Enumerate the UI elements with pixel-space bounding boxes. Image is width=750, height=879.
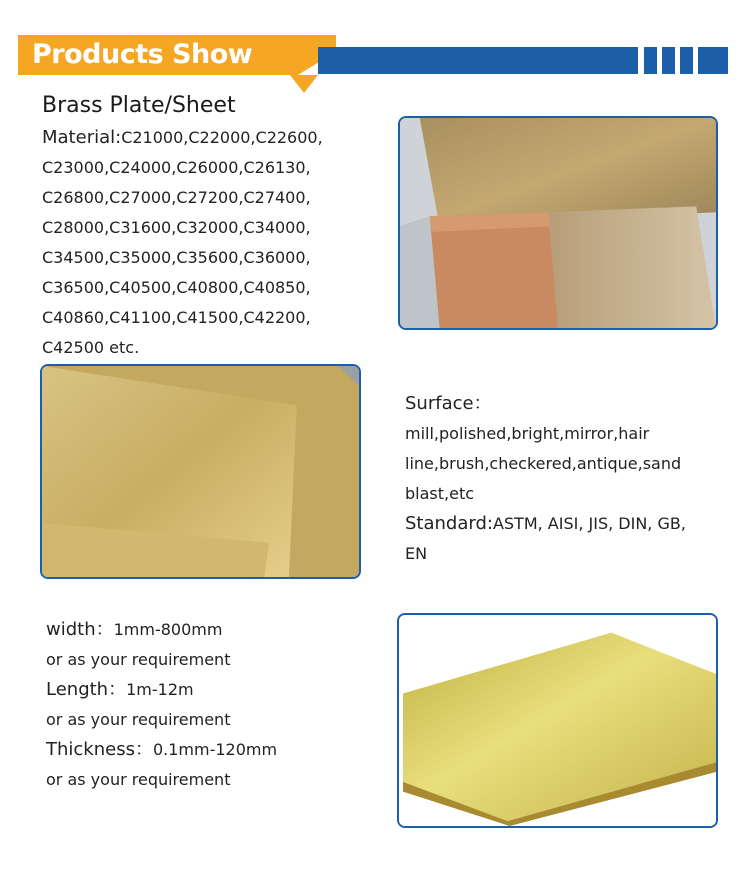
width-value: 1mm-800mm <box>113 620 223 639</box>
material-line: C42500 etc. <box>42 338 140 357</box>
material-line: C40860,C41100,C41500,C42200, <box>42 308 311 327</box>
header-stripe <box>698 47 728 74</box>
surface-line: mill,polished,bright,mirror,hair <box>405 424 650 443</box>
length-label: Length： <box>46 679 127 700</box>
material-line: C28000,C31600,C32000,C34000, <box>42 218 311 237</box>
header-blue-bar <box>318 47 638 74</box>
header-banner-tail <box>290 75 318 93</box>
standard-value: ASTM, AISI, JIS, DIN, GB, <box>492 514 686 533</box>
product-image-stacked-sheets <box>398 116 718 330</box>
material-line: C21000,C22000,C22600, <box>121 128 323 147</box>
page-title: Products Show <box>32 39 253 70</box>
thickness-value: 0.1mm-120mm <box>152 740 278 759</box>
material-line: C26800,C27000,C27200,C27400, <box>42 188 311 207</box>
width-note: or as your requirement <box>46 650 231 669</box>
material-line: C36500,C40500,C40800,C40850, <box>42 278 311 297</box>
header-stripe <box>680 47 693 74</box>
surface-line: line,brush,checkered,antique,sand <box>405 454 682 473</box>
product-image-sheets <box>40 364 361 579</box>
product-name: Brass Plate/Sheet <box>42 93 236 118</box>
material-block <box>42 123 382 363</box>
standard-label: Standard: <box>405 513 493 534</box>
surface-label: Surface： <box>405 393 492 414</box>
surface-line: blast,etc <box>405 484 475 503</box>
thickness-note: or as your requirement <box>46 770 231 789</box>
material-line: C23000,C24000,C26000,C26130, <box>42 158 311 177</box>
spec-block <box>405 389 725 569</box>
length-note: or as your requirement <box>46 710 231 729</box>
header-stripe <box>644 47 657 74</box>
standard-value: EN <box>405 544 428 563</box>
material-label: Material: <box>42 127 122 148</box>
length-value: 1m-12m <box>126 680 194 699</box>
product-image-single-sheet <box>397 613 718 828</box>
material-line: C34500,C35000,C35600,C36000, <box>42 248 311 267</box>
width-label: width： <box>46 619 114 640</box>
header-stripe <box>662 47 675 74</box>
dimensions-block <box>46 615 366 795</box>
thickness-label: Thickness： <box>46 739 153 760</box>
